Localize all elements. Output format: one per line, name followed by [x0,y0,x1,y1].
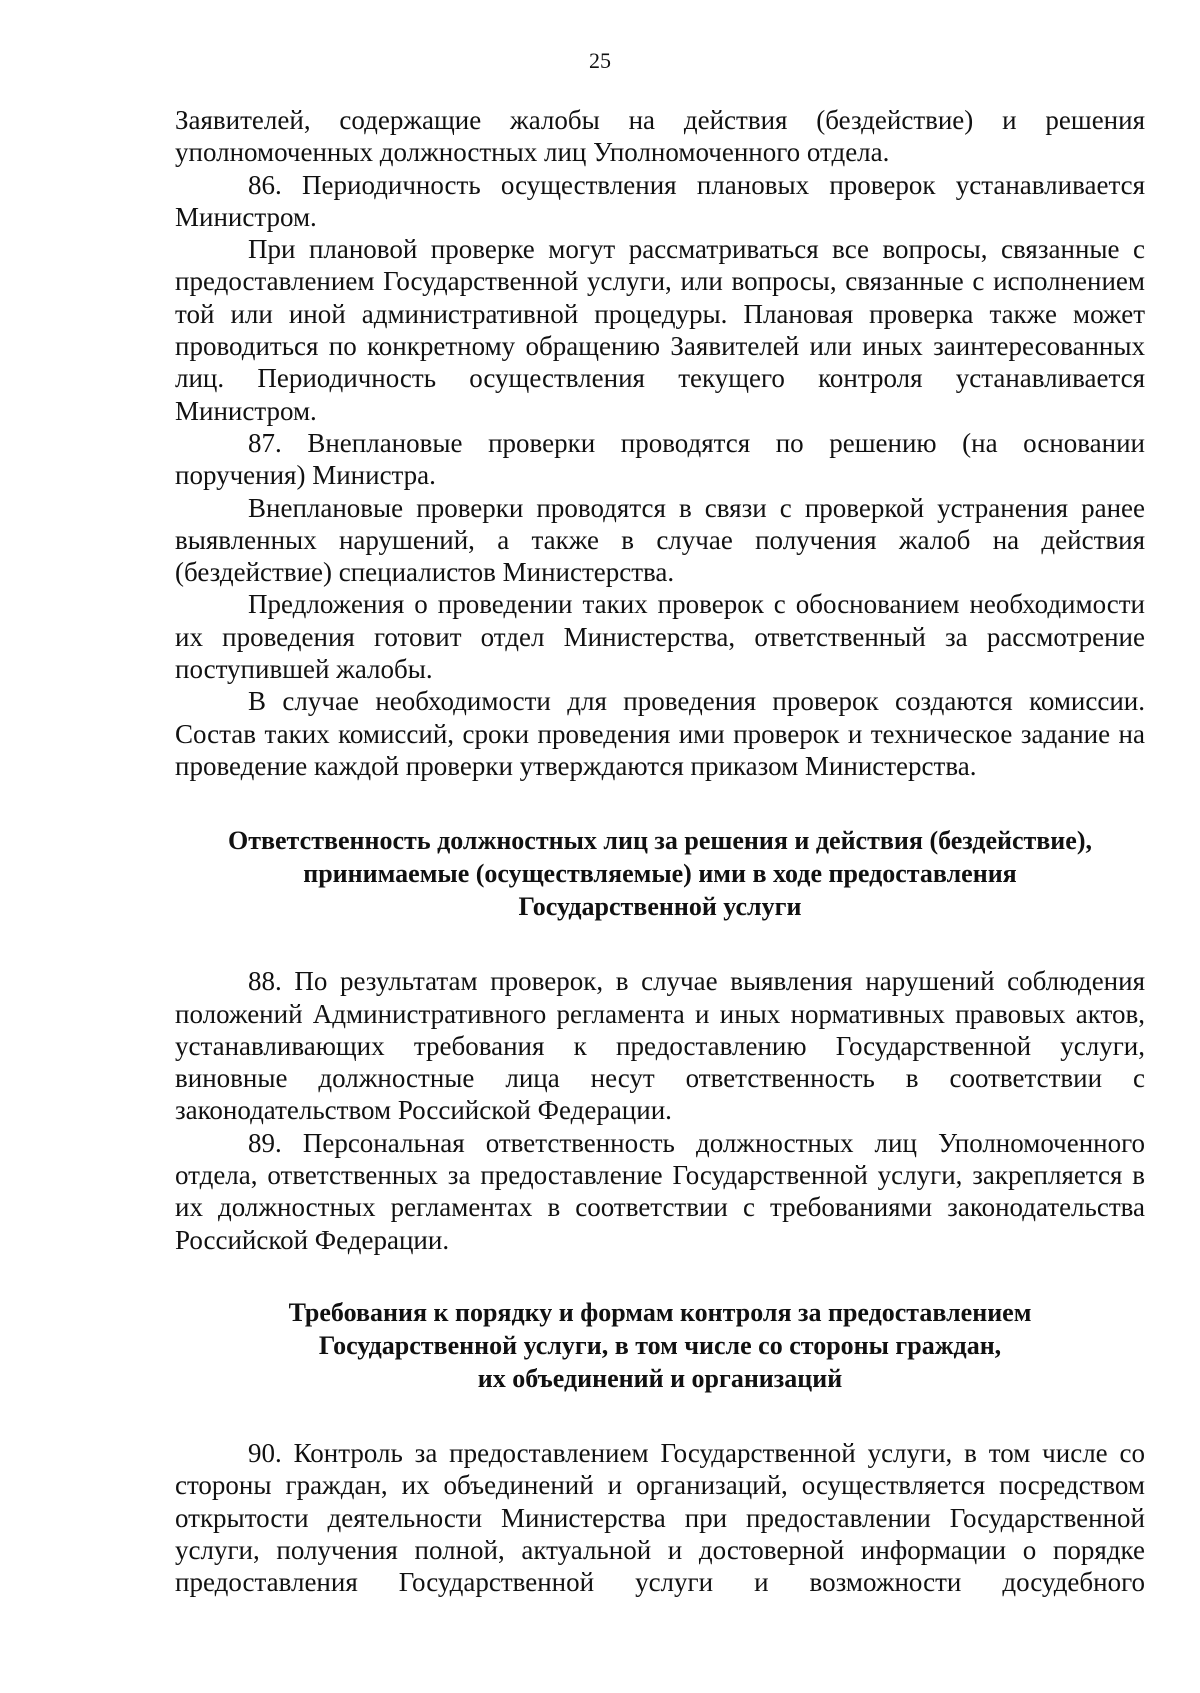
page-number: 25 [589,48,611,73]
document-body [175,104,1145,1598]
heading-line: Ответственность должностных лиц за решения и действия (бездействие), [227,826,1092,856]
paragraph-89: 89. Персональная ответственность должностных лиц Уполномоченного отдела, ответственных за предоставление Государственной услуги, закрепляется в их должностных регламентах в соответствии с требованиями законодательства Российской Федерации. [175,1127,1145,1255]
paragraph-continuation: Заявителей, содержащие жалобы на действия (бездействие) и решения уполномоченных должностных лиц Уполномоченного отдела. [175,105,1145,168]
section-heading-control-requirements [175,1296,1145,1395]
paragraph-proposals: Предложения о проведении таких проверок с обоснованием необходимости их проведения готовит отдел Министерства, ответственный за рассмотрение поступившей жалобы. [175,589,1145,685]
paragraph-86: 86. Периодичность осуществления плановых проверок устанавливается Министром. [175,169,1145,232]
paragraph-90: 90. Контроль за предоставлением Государственной услуги, в том числе со стороны граждан, их объединений и организаций, осуществляется посредством открытости деятельности Министерства при предоставлении Государственной услуги, получения полной, актуальной и достоверной информации о порядке предоставления Государственной услуги и возможности досудебного [175,1437,1145,1598]
paragraph-planned-inspection: При плановой проверке могут рассматриваться все вопросы, связанные с предоставлением Государственной услуги, или вопросы, связанные с исполнением той или иной административной процедуры. Плановая проверка также может проводиться по конкретному обращению Заявителей или иных заинтересованных лиц. Периодичность осуществления текущего контроля устанавливается Министром. [175,234,1145,426]
heading-line: их объединений и организаций [477,1363,843,1393]
paragraph-87: 87. Внеплановые проверки проводятся по решению (на основании поручения) Министра. [175,427,1145,491]
heading-line: принимаемые (осуществляемые) ими в ходе предоставления [303,859,1017,889]
paragraph-88: 88. По результатам проверок, в случае выявления нарушений соблюдения положений Административного регламента и иных нормативных правовых актов, устанавливающих требования к предоставлению Государственной услуги, виновные должностные лица несут ответственность в соответствии с законодательством Российской Федерации. [175,966,1145,1126]
paragraph-unplanned-inspection: Внеплановые проверки проводятся в связи с проверкой устранения ранее выявленных нарушений, а также в случае получения жалоб на действия (бездействие) специалистов Министерства. [175,492,1145,588]
heading-line: Государственной услуги [518,892,802,922]
paragraph-commissions: В случае необходимости для проведения проверок создаются комиссии. Состав таких комиссий, сроки проведения ими проверок и техническое задание на проведение каждой проверки утверждаются приказом Министерства. [175,686,1145,781]
section-heading-responsibility [175,824,1145,923]
heading-line: Требования к порядку и формам контроля за предоставлением [288,1297,1032,1327]
heading-line: Государственной услуги, в том числе со стороны граждан, [318,1330,1002,1360]
